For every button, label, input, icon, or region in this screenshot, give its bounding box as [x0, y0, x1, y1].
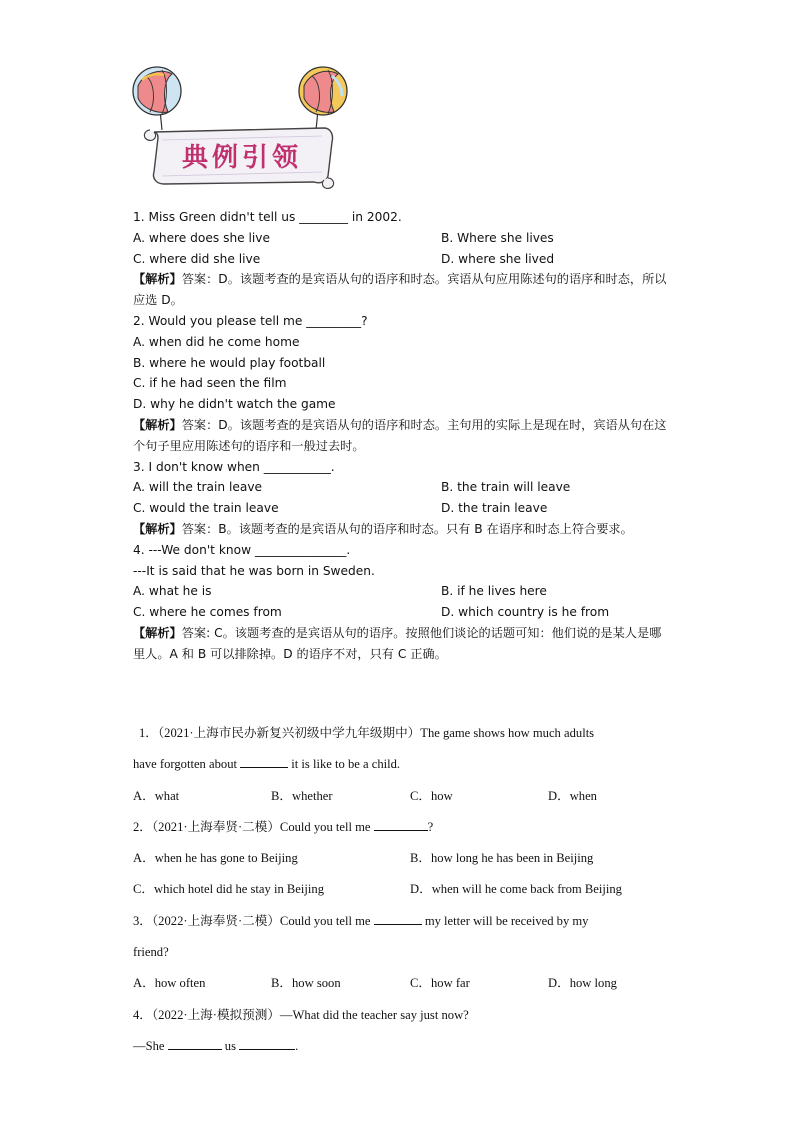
- options-row: [133, 228, 673, 249]
- exercise-1-question-cont: [133, 749, 673, 780]
- analysis-4: [133, 623, 673, 665]
- analysis-1: [133, 269, 673, 311]
- exercise-2-options: [133, 874, 673, 905]
- answer-blank[interactable]: [374, 912, 422, 925]
- question-text: —She: [133, 1038, 168, 1053]
- answer-blank[interactable]: [240, 755, 288, 768]
- exercise-3-options: [133, 968, 673, 999]
- option-b: B. the train will leave: [441, 480, 571, 495]
- option-c: C．which hotel did he stay in Beijing: [133, 882, 324, 897]
- option-c: C. where he comes from: [133, 605, 282, 620]
- exercise-4-question: 4．（2022·上海·模拟预测）—What did the teacher say just now?: [133, 1007, 469, 1022]
- question-1: 1. Miss Green didn't tell us ________ in 2002.: [133, 210, 402, 224]
- option-d: D. the train leave: [441, 501, 548, 516]
- option-c: C. where did she live: [133, 251, 261, 266]
- option-d: D. why he didn't watch the game: [133, 397, 336, 412]
- scroll-banner: [144, 128, 333, 188]
- option-d: D．how long: [548, 976, 617, 991]
- option-b: B. where he would play football: [133, 355, 326, 370]
- option-b: B．whether: [271, 788, 333, 803]
- question-text: 3．（2022·上海奉贤·二模）Could you tell me: [133, 913, 374, 928]
- analysis-text: 答案：D。该题考查的是宾语从句的语序和时态。主句用的实际上是现在时，宾语从句在这个句子里应用陈述句的语序和一般过去时。: [133, 417, 667, 453]
- exercises-section: [133, 718, 673, 1062]
- option-b: B．how soon: [271, 976, 341, 991]
- exercise-2-options: [133, 843, 673, 874]
- option-d: D. where she lived: [441, 251, 555, 266]
- option-c: C. if he had seen the film: [133, 376, 287, 391]
- analysis-text: 答案：D。该题考查的是宾语从句的语序和时态。宾语从句应用陈述句的语序和时态，所以应选 D。: [133, 272, 667, 308]
- right-balloon-icon: [299, 67, 347, 115]
- question-text: 2．（2021·上海奉贤·二模）Could you tell me: [133, 819, 374, 834]
- option-b: B. Where she lives: [441, 230, 554, 245]
- option-d: D．when: [548, 788, 597, 803]
- question-text: ?: [427, 819, 434, 834]
- answer-blank[interactable]: [168, 1037, 222, 1050]
- question-2: 2. Would you please tell me _________?: [133, 313, 368, 328]
- exercise-1-question: 1．（2021·上海市民办新复兴初级中学九年级期中）The game shows how much adults: [139, 726, 595, 740]
- option-d: D．when will he come back from Beijing: [410, 882, 622, 897]
- options-row: [133, 249, 673, 270]
- options-row: [133, 581, 673, 602]
- question-4-reply: ---It is said that he was born in Sweden.: [133, 563, 375, 578]
- banner-illustration: [128, 66, 354, 190]
- analysis-tag: 【解析】: [133, 521, 182, 536]
- option-c: C．how far: [410, 976, 470, 991]
- analysis-tag: 【解析】: [133, 272, 182, 287]
- option-a: A．how often: [133, 976, 206, 991]
- answer-blank[interactable]: [239, 1037, 295, 1050]
- answer-blank[interactable]: [374, 818, 428, 831]
- option-a: A. what he is: [133, 584, 212, 599]
- exercise-3-question: [133, 906, 673, 937]
- option-b: B. if he lives here: [441, 584, 547, 599]
- question-3: 3. I don't know when ___________.: [133, 459, 335, 474]
- analysis-2: [133, 415, 673, 457]
- question-text: have forgotten about: [133, 757, 241, 772]
- analysis-text: 答案: C。该题考查的是宾语从句的语序。按照他们谈论的话题可知：他们说的是某人是哪里人。A 和 B 可以排除掉。D 的语序不对，只有 C 正确。: [133, 625, 662, 661]
- option-a: A. when did he come home: [133, 334, 300, 349]
- question-text: it is like to be a child.: [288, 757, 401, 772]
- options-row: [133, 498, 673, 519]
- exercise-3-question-cont: friend?: [133, 945, 169, 960]
- analysis-text: 答案：B。该题考查的是宾语从句的语序和时态。只有 B 在语序和时态上符合要求。: [181, 521, 633, 536]
- options-row: [133, 602, 673, 623]
- option-b: B．how long he has been in Beijing: [410, 851, 594, 866]
- options-row: [133, 477, 673, 498]
- exercise-1-options: [133, 781, 673, 812]
- analysis-3: [133, 519, 673, 540]
- option-c: C. would the train leave: [133, 501, 279, 516]
- question-text: my letter will be received by my: [421, 913, 589, 928]
- option-a: A. will the train leave: [133, 480, 263, 495]
- analysis-tag: 【解析】: [133, 625, 182, 640]
- option-a: A．what: [133, 788, 180, 803]
- question-text: .: [295, 1038, 299, 1053]
- analysis-tag: 【解析】: [133, 417, 182, 432]
- exercise-2-question: [133, 812, 673, 843]
- question-text: us: [221, 1038, 240, 1053]
- option-a: A. where does she live: [133, 230, 271, 245]
- question-4: 4. ---We don't know _______________.: [133, 542, 351, 557]
- banner-title: 典例引领: [181, 143, 303, 173]
- left-balloon-icon: [133, 67, 181, 115]
- exercise-4-reply: [133, 1031, 673, 1062]
- option-c: C．how: [410, 788, 453, 803]
- examples-section: [133, 207, 673, 665]
- option-d: D. which country is he from: [441, 605, 610, 620]
- option-a: A．when he has gone to Beijing: [133, 851, 298, 866]
